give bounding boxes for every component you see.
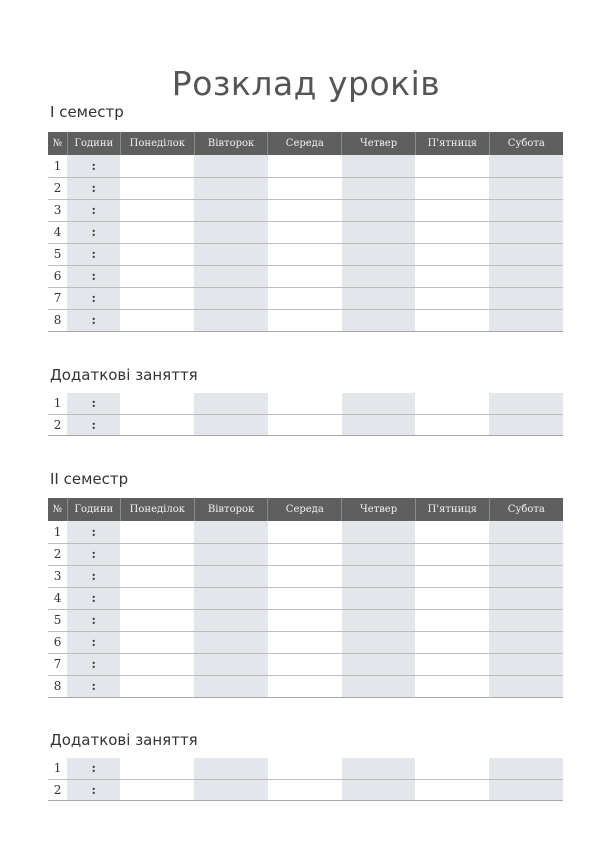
table-row: [48, 653, 563, 675]
hours-cell[interactable]: :: [67, 779, 120, 800]
saturday-cell[interactable]: [489, 199, 563, 221]
tuesday-cell[interactable]: [194, 177, 268, 199]
friday-cell[interactable]: [415, 758, 489, 779]
monday-cell[interactable]: [120, 309, 194, 331]
header-cell: №: [48, 498, 67, 521]
monday-cell[interactable]: [120, 653, 194, 675]
monday-cell[interactable]: [120, 265, 194, 287]
tuesday-cell[interactable]: [194, 221, 268, 243]
tuesday-cell[interactable]: [194, 758, 268, 779]
saturday-cell[interactable]: [489, 287, 563, 309]
semester-2-extra-table: [48, 758, 563, 801]
hours-cell[interactable]: :: [67, 155, 120, 177]
header-cell: Години: [67, 132, 120, 155]
tuesday-cell[interactable]: [194, 287, 268, 309]
wednesday-cell[interactable]: [268, 587, 342, 609]
saturday-cell[interactable]: [489, 309, 563, 331]
table-row: [48, 779, 563, 800]
table-row: [48, 521, 563, 543]
thursday-cell[interactable]: [342, 221, 416, 243]
monday-cell[interactable]: [120, 543, 194, 565]
friday-cell[interactable]: [415, 675, 489, 697]
hours-cell[interactable]: :: [67, 393, 120, 414]
friday-cell[interactable]: [415, 393, 489, 414]
wednesday-cell[interactable]: [268, 155, 342, 177]
tuesday-cell[interactable]: [194, 155, 268, 177]
friday-cell[interactable]: [415, 779, 489, 800]
tuesday-cell[interactable]: [194, 675, 268, 697]
wednesday-cell[interactable]: [268, 243, 342, 265]
table-row: [48, 565, 563, 587]
hours-cell[interactable]: :: [67, 243, 120, 265]
lesson-number: 7: [48, 653, 67, 675]
header-cell: Години: [67, 498, 120, 521]
table-row: [48, 631, 563, 653]
semester-2-title: ІІ семестр: [50, 470, 129, 488]
table-row: [48, 243, 563, 265]
friday-cell[interactable]: [415, 287, 489, 309]
wednesday-cell[interactable]: [268, 631, 342, 653]
saturday-cell[interactable]: [489, 543, 563, 565]
tuesday-cell[interactable]: [194, 521, 268, 543]
friday-cell[interactable]: [415, 309, 489, 331]
friday-cell[interactable]: [415, 565, 489, 587]
friday-cell[interactable]: [415, 543, 489, 565]
table-row: [48, 309, 563, 331]
table-row: [48, 199, 563, 221]
wednesday-cell[interactable]: [268, 287, 342, 309]
monday-cell[interactable]: [120, 393, 194, 414]
saturday-cell[interactable]: [489, 155, 563, 177]
monday-cell[interactable]: [120, 155, 194, 177]
saturday-cell[interactable]: [489, 221, 563, 243]
monday-cell[interactable]: [120, 675, 194, 697]
friday-cell[interactable]: [415, 177, 489, 199]
header-cell: Вівторок: [194, 498, 268, 521]
hours-cell[interactable]: :: [67, 414, 120, 435]
header-cell: №: [48, 132, 67, 155]
lesson-number: 4: [48, 587, 67, 609]
lesson-number: 1: [48, 393, 67, 414]
friday-cell[interactable]: [415, 243, 489, 265]
monday-cell[interactable]: [120, 243, 194, 265]
tuesday-cell[interactable]: [194, 609, 268, 631]
tuesday-cell[interactable]: [194, 653, 268, 675]
tuesday-cell[interactable]: [194, 243, 268, 265]
semester-2-schedule-table: [48, 498, 563, 698]
wednesday-cell[interactable]: [268, 221, 342, 243]
table-row: [48, 393, 563, 414]
saturday-cell[interactable]: [489, 587, 563, 609]
hours-cell[interactable]: :: [67, 543, 120, 565]
saturday-cell[interactable]: [489, 177, 563, 199]
lesson-number: 8: [48, 309, 67, 331]
header-cell: Середа: [268, 498, 342, 521]
semester-1-title: І семестр: [50, 103, 124, 121]
header-cell: П'ятниця: [415, 132, 489, 155]
monday-cell[interactable]: [120, 177, 194, 199]
hours-cell[interactable]: :: [67, 653, 120, 675]
hours-cell[interactable]: :: [67, 177, 120, 199]
saturday-cell[interactable]: [489, 243, 563, 265]
hours-cell[interactable]: :: [67, 309, 120, 331]
header-cell: Середа: [268, 132, 342, 155]
hours-cell[interactable]: :: [67, 565, 120, 587]
friday-cell[interactable]: [415, 609, 489, 631]
table-row: [48, 675, 563, 697]
tuesday-cell[interactable]: [194, 587, 268, 609]
table-row: [48, 155, 563, 177]
header-cell: Четвер: [342, 132, 416, 155]
lesson-number: 5: [48, 609, 67, 631]
semester-2-extra-title: Додаткові заняття: [50, 731, 198, 749]
hours-cell[interactable]: :: [67, 287, 120, 309]
lesson-number: 8: [48, 675, 67, 697]
thursday-cell[interactable]: [342, 199, 416, 221]
saturday-cell[interactable]: [489, 521, 563, 543]
saturday-cell[interactable]: [489, 265, 563, 287]
monday-cell[interactable]: [120, 779, 194, 800]
saturday-cell[interactable]: [489, 653, 563, 675]
wednesday-cell[interactable]: [268, 779, 342, 800]
hours-cell[interactable]: :: [67, 521, 120, 543]
monday-cell[interactable]: [120, 414, 194, 435]
monday-cell[interactable]: [120, 221, 194, 243]
tuesday-cell[interactable]: [194, 309, 268, 331]
wednesday-cell[interactable]: [268, 675, 342, 697]
monday-cell[interactable]: [120, 758, 194, 779]
monday-cell[interactable]: [120, 587, 194, 609]
friday-cell[interactable]: [415, 653, 489, 675]
page-title: Розклад уроків: [171, 64, 441, 103]
lesson-number: 2: [48, 177, 67, 199]
monday-cell[interactable]: [120, 199, 194, 221]
header-cell: Вівторок: [194, 132, 268, 155]
lesson-number: 2: [48, 543, 67, 565]
thursday-cell[interactable]: [342, 155, 416, 177]
wednesday-cell[interactable]: [268, 265, 342, 287]
semester-1-schedule-table: [48, 132, 563, 332]
wednesday-cell[interactable]: [268, 565, 342, 587]
tuesday-cell[interactable]: [194, 265, 268, 287]
hours-cell[interactable]: :: [67, 609, 120, 631]
thursday-cell[interactable]: [342, 675, 416, 697]
table-row: [48, 177, 563, 199]
friday-cell[interactable]: [415, 587, 489, 609]
thursday-cell[interactable]: [342, 309, 416, 331]
thursday-cell[interactable]: [342, 414, 416, 435]
thursday-cell[interactable]: [342, 653, 416, 675]
tuesday-cell[interactable]: [194, 565, 268, 587]
tuesday-cell[interactable]: [194, 199, 268, 221]
lesson-number: 1: [48, 758, 67, 779]
thursday-cell[interactable]: [342, 521, 416, 543]
hours-cell[interactable]: :: [67, 199, 120, 221]
header-cell: Понеділок: [120, 132, 194, 155]
hours-cell[interactable]: :: [67, 221, 120, 243]
hours-cell[interactable]: :: [67, 631, 120, 653]
header-cell: Понеділок: [120, 498, 194, 521]
lesson-number: 3: [48, 199, 67, 221]
thursday-cell[interactable]: [342, 565, 416, 587]
thursday-cell[interactable]: [342, 393, 416, 414]
hours-cell[interactable]: :: [67, 675, 120, 697]
tuesday-cell[interactable]: [194, 631, 268, 653]
table-header-row: [48, 132, 563, 155]
header-cell: Субота: [489, 498, 563, 521]
table-row: [48, 265, 563, 287]
wednesday-cell[interactable]: [268, 414, 342, 435]
wednesday-cell[interactable]: [268, 199, 342, 221]
wednesday-cell[interactable]: [268, 758, 342, 779]
monday-cell[interactable]: [120, 631, 194, 653]
thursday-cell[interactable]: [342, 543, 416, 565]
table-row: [48, 221, 563, 243]
lesson-number: 3: [48, 565, 67, 587]
monday-cell[interactable]: [120, 565, 194, 587]
table-header-row: [48, 498, 563, 521]
saturday-cell[interactable]: [489, 609, 563, 631]
saturday-cell[interactable]: [489, 631, 563, 653]
saturday-cell[interactable]: [489, 779, 563, 800]
thursday-cell[interactable]: [342, 609, 416, 631]
table-row: [48, 287, 563, 309]
table-row: [48, 587, 563, 609]
wednesday-cell[interactable]: [268, 177, 342, 199]
wednesday-cell[interactable]: [268, 393, 342, 414]
tuesday-cell[interactable]: [194, 543, 268, 565]
wednesday-cell[interactable]: [268, 521, 342, 543]
thursday-cell[interactable]: [342, 779, 416, 800]
saturday-cell[interactable]: [489, 393, 563, 414]
wednesday-cell[interactable]: [268, 543, 342, 565]
thursday-cell[interactable]: [342, 631, 416, 653]
tuesday-cell[interactable]: [194, 414, 268, 435]
hours-cell[interactable]: :: [67, 265, 120, 287]
thursday-cell[interactable]: [342, 758, 416, 779]
wednesday-cell[interactable]: [268, 609, 342, 631]
friday-cell[interactable]: [415, 414, 489, 435]
monday-cell[interactable]: [120, 609, 194, 631]
lesson-number: 6: [48, 631, 67, 653]
lesson-number: 4: [48, 221, 67, 243]
friday-cell[interactable]: [415, 265, 489, 287]
friday-cell[interactable]: [415, 521, 489, 543]
tuesday-cell[interactable]: [194, 779, 268, 800]
saturday-cell[interactable]: [489, 565, 563, 587]
table-row: [48, 543, 563, 565]
lesson-number: 1: [48, 521, 67, 543]
tuesday-cell[interactable]: [194, 393, 268, 414]
thursday-cell[interactable]: [342, 287, 416, 309]
lesson-number: 6: [48, 265, 67, 287]
semester-1-extra-title: Додаткові заняття: [50, 366, 198, 384]
friday-cell[interactable]: [415, 221, 489, 243]
thursday-cell[interactable]: [342, 265, 416, 287]
header-cell: Четвер: [342, 498, 416, 521]
table-row: [48, 414, 563, 435]
wednesday-cell[interactable]: [268, 309, 342, 331]
thursday-cell[interactable]: [342, 243, 416, 265]
thursday-cell[interactable]: [342, 587, 416, 609]
friday-cell[interactable]: [415, 631, 489, 653]
wednesday-cell[interactable]: [268, 653, 342, 675]
lesson-number: 2: [48, 414, 67, 435]
thursday-cell[interactable]: [342, 177, 416, 199]
table-row: [48, 609, 563, 631]
header-cell: Субота: [489, 132, 563, 155]
header-cell: П'ятниця: [415, 498, 489, 521]
saturday-cell[interactable]: [489, 758, 563, 779]
lesson-number: 2: [48, 779, 67, 800]
friday-cell[interactable]: [415, 155, 489, 177]
monday-cell[interactable]: [120, 287, 194, 309]
semester-1-extra-table: [48, 393, 563, 436]
saturday-cell[interactable]: [489, 414, 563, 435]
hours-cell[interactable]: :: [67, 758, 120, 779]
monday-cell[interactable]: [120, 521, 194, 543]
table-row: [48, 758, 563, 779]
saturday-cell[interactable]: [489, 675, 563, 697]
friday-cell[interactable]: [415, 199, 489, 221]
lesson-number: 1: [48, 155, 67, 177]
lesson-number: 5: [48, 243, 67, 265]
lesson-number: 7: [48, 287, 67, 309]
hours-cell[interactable]: :: [67, 587, 120, 609]
